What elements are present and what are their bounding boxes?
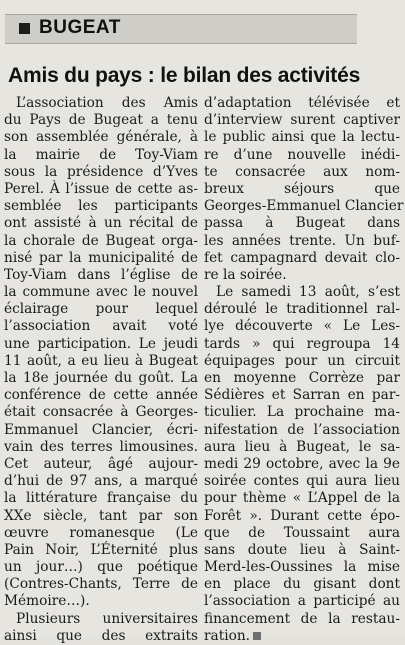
- text-line: financement de la restau-: [204, 610, 400, 627]
- article-column-right: [204, 95, 404, 645]
- text-line: Emmanuel Clancier, écri-: [4, 421, 198, 438]
- text-line: Pain Noir, L’Éternité plus: [4, 541, 198, 558]
- text-line: semblée les participants: [4, 198, 198, 215]
- text-line: l’association avait voté: [4, 318, 198, 335]
- text-line: Merd-les-Oussines la mise: [204, 559, 400, 576]
- text-line: la 18e journée du goût. La: [4, 370, 198, 386]
- text-line: (Contres-Chants, Terre de: [4, 576, 198, 593]
- text-line: lye découverte « Le Les-: [204, 318, 400, 335]
- section-header-bar: [5, 14, 357, 44]
- text-line: soirée contes qui aura lieu: [204, 473, 400, 490]
- text-line: aura lieu à Bugeat, le sa-: [204, 438, 400, 455]
- text-line: déroulé le traditionnel ral-: [204, 301, 400, 318]
- text-line: Sédières et Sarran en par-: [204, 387, 400, 404]
- text-line: Toy-Viam dans l’église de: [4, 266, 198, 283]
- text-line: passa à Bugeat dans: [204, 215, 400, 232]
- text-line: tards » qui regroupa 14: [204, 335, 400, 352]
- text-line: le public ainsi que la lectu-: [204, 129, 400, 146]
- section-label: BUGEAT: [39, 17, 121, 38]
- text-line: Forêt ». Durant cette épo-: [204, 507, 400, 524]
- text-line: Georges-Emmanuel Clancier: [204, 198, 404, 215]
- text-line: breux séjours que: [204, 180, 400, 197]
- text-line: que de Toussaint aura: [204, 524, 400, 541]
- text-line: conférence de cette année: [4, 387, 198, 404]
- text-line: ticulier. La prochaine ma-: [204, 404, 400, 421]
- text-line: d’adaptation télévisée et: [204, 95, 400, 111]
- text-line: Mémoire…).: [4, 593, 90, 610]
- text-line: œuvre romanesque (Le: [4, 524, 198, 541]
- text-line: nisé par la municipalité de: [4, 249, 198, 266]
- text-line: en place du gisant dont: [204, 576, 400, 593]
- text-line: re la soirée.: [204, 266, 287, 283]
- text-line: Le samedi 13 août, s’est: [216, 284, 400, 301]
- text-line: une participation. Le jeudi: [4, 335, 198, 352]
- final-word: ration.: [204, 627, 250, 644]
- text-line: d’interview surent captiver: [204, 112, 400, 129]
- end-of-article-square-icon: [253, 632, 261, 640]
- text-line: medi 29 octobre, avec la 9e: [204, 455, 400, 472]
- article-column-left: [4, 95, 198, 645]
- text-line: équipages pour un circuit: [204, 352, 400, 369]
- text-line: son assemblée générale, à: [4, 129, 198, 146]
- text-line: l’association a participé au: [204, 593, 400, 610]
- text-line: ainsi que des extraits: [4, 627, 198, 644]
- text-line-final: [204, 628, 400, 645]
- text-line: re d’une nouvelle inédi-: [204, 146, 400, 163]
- text-line: fet campagnard devait clo-: [204, 249, 400, 266]
- text-line: en moyenne Corrèze par: [204, 370, 400, 386]
- text-line: sans doute lieu à Saint-: [204, 541, 400, 558]
- text-line: pour thème « L’Appel de la: [204, 490, 400, 507]
- text-line: éclairage pour lequel: [4, 301, 198, 318]
- text-line: la chorale de Bugeat orga-: [4, 232, 198, 249]
- text-line: Plusieurs universitaires: [16, 610, 198, 627]
- text-line: du Pays de Bugeat a tenu: [4, 112, 198, 129]
- text-line: te consacrée aux nom-: [204, 163, 400, 180]
- text-line: les années trente. Un buf-: [204, 232, 400, 249]
- section-square-icon: [19, 23, 30, 34]
- text-line: était consacrée à Georges-: [4, 404, 198, 421]
- text-line: nifestation de l’association: [204, 421, 400, 438]
- text-line: un jour…) que poétique: [4, 559, 198, 576]
- text-line: vain des terres limousines.: [4, 438, 198, 455]
- text-line: sous la présidence d’Yves: [4, 163, 198, 180]
- text-line: la littérature française du: [4, 490, 198, 507]
- text-line: Cet auteur, âgé aujour-: [4, 455, 198, 472]
- text-line: la commune avec le nouvel: [4, 284, 198, 301]
- text-line: la mairie de Toy-Viam: [4, 146, 198, 163]
- text-line: d’hui de 97 ans, a marqué: [4, 473, 198, 490]
- article-headline: Amis du pays : le bilan des activités: [8, 64, 361, 87]
- text-line: XXe siècle, tant par son: [4, 507, 198, 524]
- text-line: 11 août, a eu lieu à Bugeat: [4, 352, 198, 369]
- text-line: ont assisté à un récital de: [4, 215, 198, 232]
- text-line: L’association des Amis: [16, 95, 198, 111]
- text-line: Perel. À l’issue de cette as-: [4, 180, 198, 197]
